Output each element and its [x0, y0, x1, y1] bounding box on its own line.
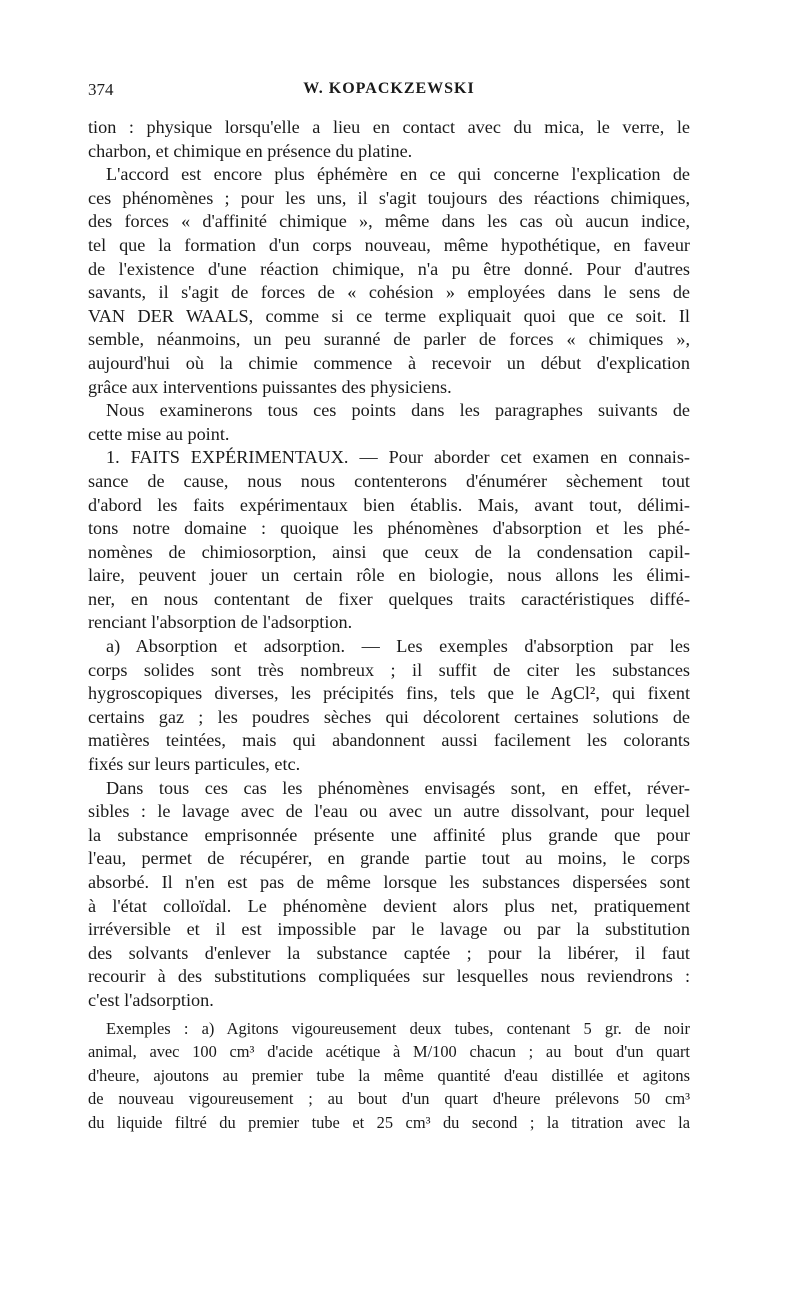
example-notes: [88, 1017, 690, 1134]
text-line: tons notre domaine : quoique les phénomènes d'absorption et les phé-: [88, 518, 690, 539]
text-line: matières teintées, mais qui abandonnent aussi facilement les colorants: [88, 730, 690, 751]
text-line: c'est l'adsorption.: [88, 989, 214, 1010]
page-number: 374: [88, 80, 114, 99]
text-line: aujourd'hui où la chimie commence à recevoir un début d'explication: [88, 352, 690, 373]
note-line: de nouveau vigoureusement ; au bout d'un quart d'heure prélevons 50 cm³: [88, 1089, 690, 1109]
text-line: laire, peuvent jouer un certain rôle en biologie, nous allons les élimi-: [88, 565, 690, 586]
page-header: [88, 80, 690, 104]
text-line: grâce aux interventions puissantes des physiciens.: [88, 376, 452, 397]
text-line: irréversible et il est impossible par le lavage ou par la substitution: [88, 919, 690, 940]
text-line: fixés sur leurs particules, etc.: [88, 754, 301, 775]
text-line: Dans tous ces cas les phénomènes envisagés sont, en effet, réver-: [106, 777, 690, 798]
text-line: corps solides sont très nombreux ; il suffit de citer les substances: [88, 659, 690, 680]
text-line: charbon, et chimique en présence du platine.: [88, 140, 413, 161]
text-line: à l'état colloïdal. Le phénomène devient alors plus net, pratiquement: [88, 895, 690, 916]
text-line: cette mise au point.: [88, 423, 230, 444]
text-line: savants, il s'agit de forces de « cohésion » employées dans le sens de: [88, 282, 690, 303]
text-line: absorbé. Il n'en est pas de même lorsque les substances dispersées sont: [88, 872, 690, 892]
text-line: de l'existence d'une réaction chimique, n'a pu être donné. Pour d'autres: [88, 258, 690, 279]
text-line: L'accord est encore plus éphémère en ce qui concerne l'explication de: [106, 164, 690, 185]
note-line: animal, avec 100 cm³ d'acide acétique à M/100 chacun ; au bout d'un quart: [88, 1042, 690, 1062]
note-line: Exemples : a) Agitons vigoureusement deux tubes, contenant 5 gr. de noir: [106, 1019, 690, 1038]
text-line: semble, néanmoins, un peu suranné de parler de forces « chimiques »,: [88, 329, 690, 350]
text-line: sibles : le lavage avec de l'eau ou avec un autre dissolvant, pour lequel: [88, 801, 690, 822]
text-line: certains gaz ; les poudres sèches qui décolorent certaines solutions de: [88, 706, 690, 727]
text-line: la substance emprisonnée présente une affinité plus grande que pour: [88, 824, 690, 845]
text-line: Nous examinerons tous ces points dans les paragraphes suivants de: [106, 400, 690, 421]
text-line: nomènes de chimiosorption, ainsi que ceux de la condensation capil-: [88, 541, 690, 562]
note-line: d'heure, ajoutons au premier tube la même quantité d'eau distillée et agitons: [88, 1065, 690, 1085]
text-line: ces phénomènes ; pour les uns, il s'agit toujours des réactions chimiques,: [88, 187, 690, 208]
text-line: VAN DER WAALS, comme si ce terme expliquait quoi que ce soit. Il: [88, 305, 690, 326]
note-line: du liquide filtré du premier tube et 25 cm³ du second ; la titration avec la: [88, 1112, 690, 1132]
text-line: des forces « d'affinité chimique », même dans les cas où aucun indice,: [88, 211, 690, 232]
text-line: l'eau, permet de récupérer, en grande partie tout au moins, le corps: [88, 848, 690, 869]
text-line: tel que la formation d'un corps nouveau, même hypothétique, en faveur: [88, 234, 690, 255]
text-line: d'abord les faits expérimentaux bien établis. Mais, avant tout, délimi-: [88, 494, 690, 515]
text-line: tion : physique lorsqu'elle a lieu en contact avec du mica, le verre, le: [88, 117, 690, 137]
text-line: renciant l'absorption de l'adsorption.: [88, 612, 353, 633]
text-line: sance de cause, nous nous contenterons d'énumérer sèchement tout: [88, 470, 690, 491]
text-line: des solvants d'enlever la substance captée ; pour la libérer, il faut: [88, 942, 690, 963]
body-text: [88, 116, 690, 1013]
text-line: hygroscopiques diverses, les précipités fins, tels que le AgCl², qui fixent: [88, 683, 690, 704]
text-line: a) Absorption et adsorption. — Les exemples d'absorption par les: [106, 636, 690, 657]
text-line: recourir à des substitutions compliquées sur lesquelles nous reviendrons :: [88, 966, 690, 987]
text-line: ner, en nous contentant de fixer quelques traits caractéristiques diffé-: [88, 588, 690, 609]
text-line: 1. FAITS EXPÉRIMENTAUX. — Pour aborder cet examen en connais-: [106, 447, 690, 468]
running-head: W. KOPACKZEWSKI: [303, 80, 475, 97]
